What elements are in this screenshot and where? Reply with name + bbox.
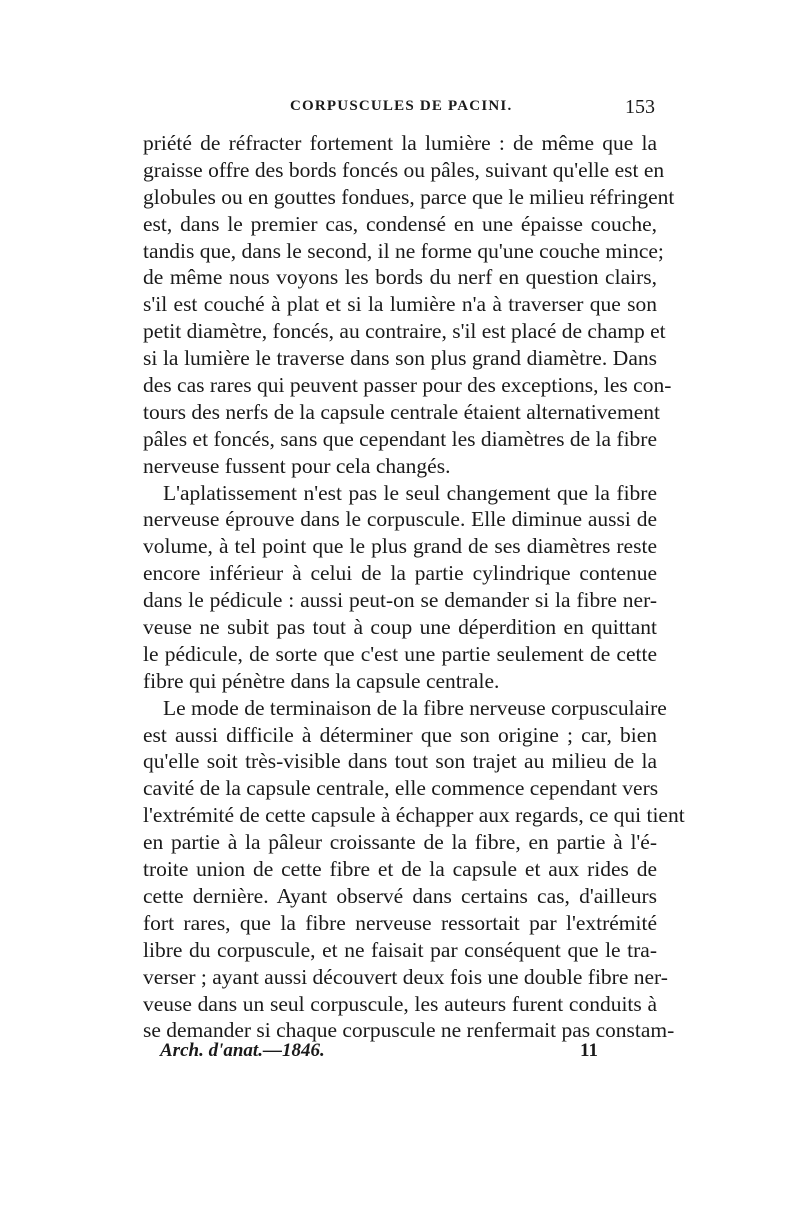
text-line: verser ; ayant aussi découvert deux fois une double fibre ner- xyxy=(143,964,668,989)
text-line: est aussi difficile à déterminer que son origine ; car, bien xyxy=(143,722,657,747)
text-line: priété de réfracter fortement la lumière : de même que la xyxy=(143,131,657,155)
text-line: graisse offre des bords foncés ou pâles, suivant qu'elle est en xyxy=(143,157,665,182)
text-line: des cas rares qui peuvent passer pour des exceptions, les con- xyxy=(143,373,672,398)
text-line: si la lumière le traverse dans son plus grand diamètre. Dans xyxy=(143,346,657,371)
text-line: dans le pédicule : aussi peut-on se demander si la fibre ner- xyxy=(143,588,657,613)
printer-signature: Arch. d'anat.—1846. xyxy=(160,1040,325,1061)
text-line: l'extrémité de cette capsule à échapper aux regards, ce qui tient xyxy=(143,803,685,828)
text-line: s'il est couché à plat et si la lumière n'a à traverser que son xyxy=(143,292,657,317)
signature-number: 11 xyxy=(580,1040,598,1061)
text-line: qu'elle soit très-visible dans tout son trajet au milieu de la xyxy=(143,749,657,774)
text-line: tours des nerfs de la capsule centrale étaient alternativement xyxy=(143,399,660,424)
text-line: volume, à tel point que le plus grand de ses diamètres reste xyxy=(143,534,657,559)
text-line: veuse ne subit pas tout à coup une déperdition en quittant xyxy=(143,615,657,640)
text-line: globules ou en gouttes fondues, parce que le milieu réfringent xyxy=(143,184,675,209)
paragraph-end-line: nerveuse fussent pour cela changés. xyxy=(143,453,451,478)
text-line: est, dans le premier cas, condensé en une épaisse couche, xyxy=(143,211,657,236)
body-text xyxy=(143,130,685,1044)
text-line: cavité de la capsule centrale, elle commence cependant vers xyxy=(143,776,659,801)
text-line: tandis que, dans le second, il ne forme qu'une couche mince; xyxy=(143,238,664,263)
text-line: petit diamètre, foncés, au contraire, s'il est placé de champ et xyxy=(143,319,666,344)
paragraph-end-line: fibre qui pénètre dans la capsule centrale. xyxy=(143,668,500,693)
text-line: fort rares, que la fibre nerveuse ressortait par l'extrémité xyxy=(143,910,657,935)
text-line: de même nous voyons les bords du nerf en question clairs, xyxy=(143,265,657,290)
text-line: pâles et foncés, sans que cependant les diamètres de la fibre xyxy=(143,426,657,451)
text-line: troite union de cette fibre et de la capsule et aux rides de xyxy=(143,857,657,882)
text-line: en partie à la pâleur croissante de la fibre, en partie à l'é- xyxy=(143,830,657,855)
text-line: veuse dans un seul corpuscule, les auteurs furent conduits à xyxy=(143,991,657,1016)
text-line: le pédicule, de sorte que c'est une partie seulement de cette xyxy=(143,641,657,666)
paragraph-start-line: L'aplatissement n'est pas le seul changement que la fibre xyxy=(163,480,657,505)
text-line: libre du corpuscule, et ne faisait par conséquent que le tra- xyxy=(143,937,657,962)
page-header xyxy=(143,96,655,124)
running-title: CORPUSCULES DE PACINI. xyxy=(290,98,513,114)
text-line: encore inférieur à celui de la partie cylindrique contenue xyxy=(143,561,657,586)
page-number: 153 xyxy=(625,96,655,118)
text-line: nerveuse éprouve dans le corpuscule. Elle diminue aussi de xyxy=(143,507,657,532)
paragraph-start-line: Le mode de terminaison de la fibre nerveuse corpusculaire xyxy=(163,695,667,720)
page-footer xyxy=(160,1040,600,1068)
text-line: cette dernière. Ayant observé dans certains cas, d'ailleurs xyxy=(143,883,657,908)
text-line: se demander si chaque corpuscule ne renfermait pas constam- xyxy=(143,1018,675,1043)
